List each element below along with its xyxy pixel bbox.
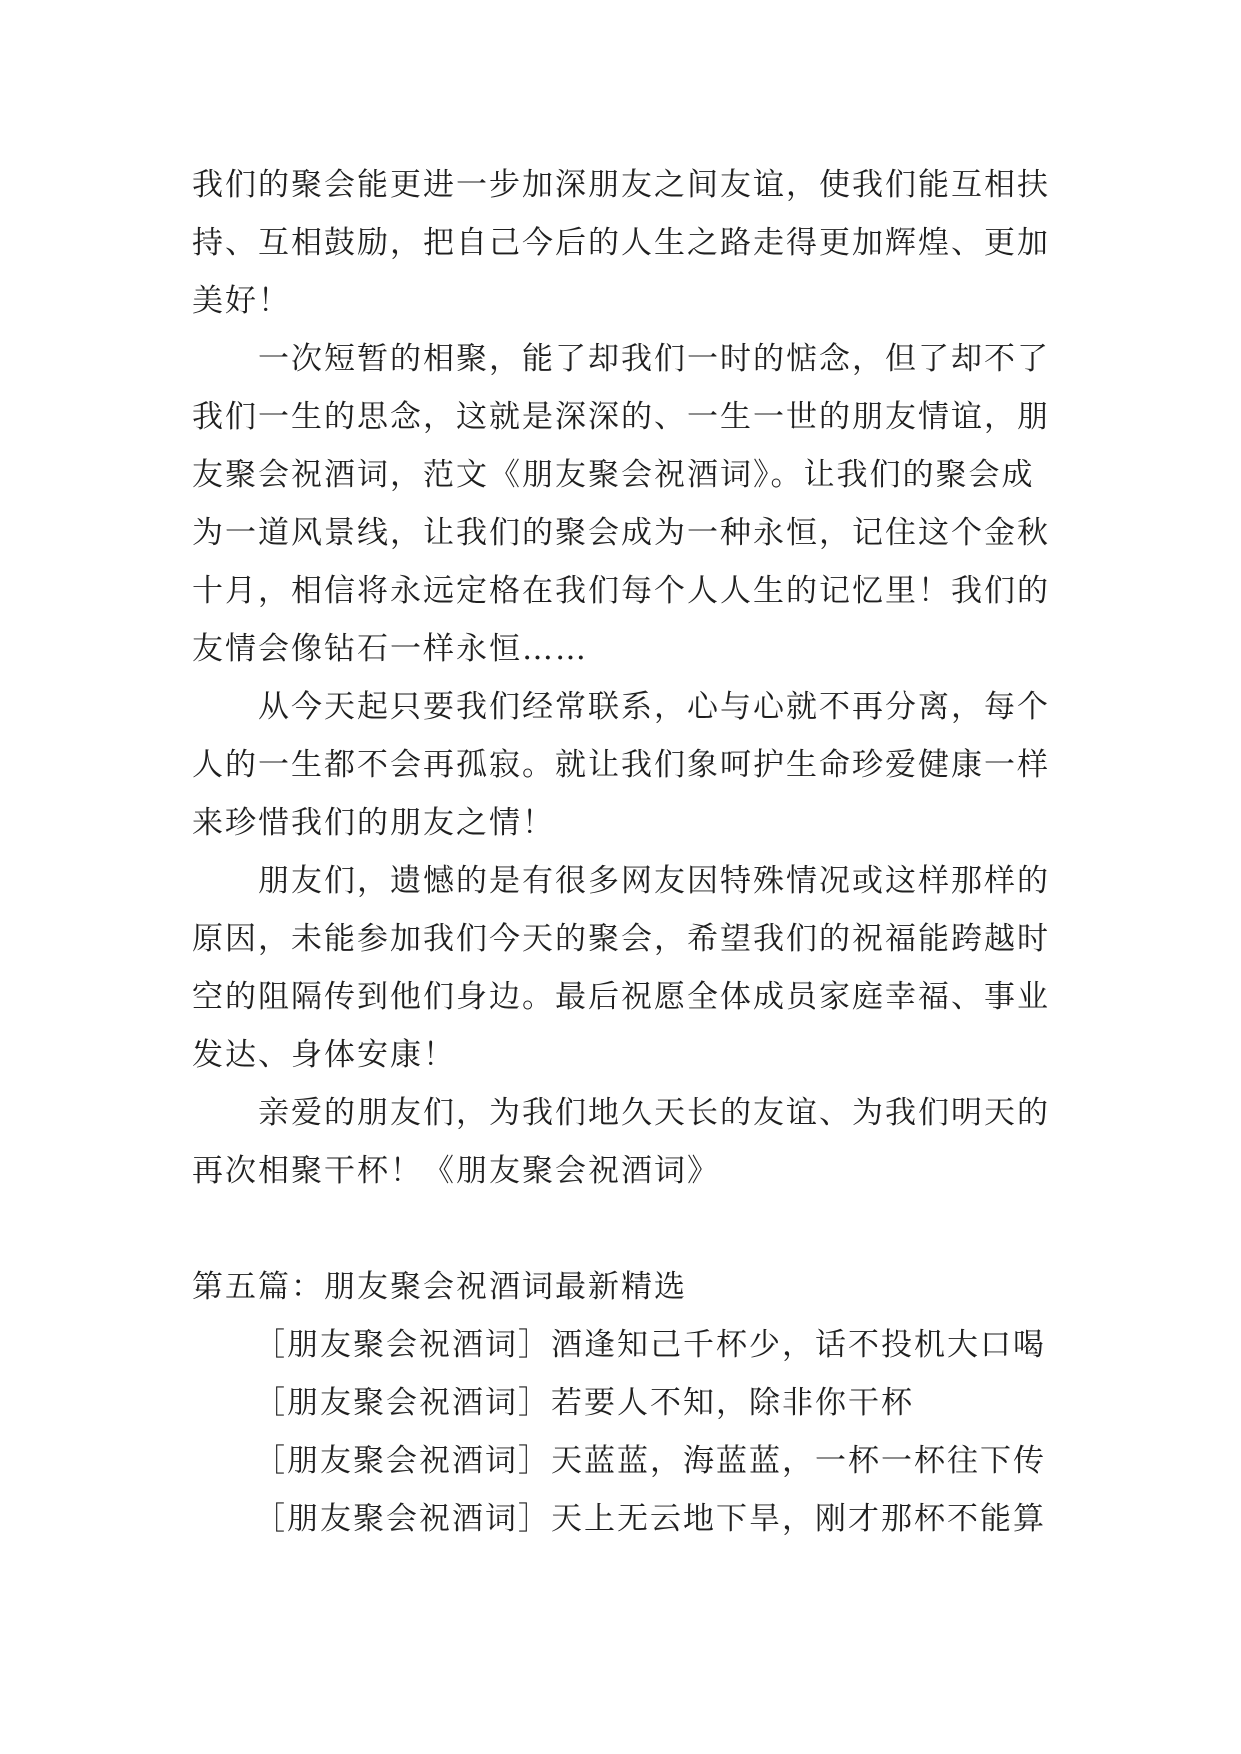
text-line: 美好！ [192,283,291,319]
text-line: 为一道风景线，让我们的聚会成为一种永恒，记住这个金秋 [192,515,1050,551]
text-line: 友聚会祝酒词，范文《朋友聚会祝酒词》。让我们的聚会成 [192,457,1035,493]
text-line: 一次短暂的相聚，能了却我们一时的惦念，但了却不了 [258,341,1050,377]
text-line: 从今天起只要我们经常联系，心与心就不再分离，每个 [258,689,1050,725]
text-line: 友情会像钻石一样永恒…… [192,631,588,667]
text-line: 亲爱的朋友们，为我们地久天长的友谊、为我们明天的 [258,1095,1050,1131]
text-line: 再次相聚干杯！《朋友聚会祝酒词》 [192,1153,720,1189]
body-paragraph [192,678,1052,852]
text-line: 来珍惜我们的朋友之情！ [192,805,555,841]
toast-item: ［朋友聚会祝酒词］酒逢知己千杯少，话不投机大口喝 [254,1327,1046,1363]
text-line: 我们一生的思念，这就是深深的、一生一世的朋友情谊，朋 [192,399,1050,435]
blank-line [192,1200,1052,1258]
text-line: 我们的聚会能更进一步加深朋友之间友谊，使我们能互相扶 [192,167,1050,203]
document-body [192,156,1052,1548]
body-paragraph [192,156,1052,330]
text-line: 原因，未能参加我们今天的聚会，希望我们的祝福能跨越时 [192,921,1050,957]
text-line: 空的阻隔传到他们身边。最后祝愿全体成员家庭幸福、事业 [192,979,1050,1015]
body-paragraph [192,330,1052,678]
toast-list [192,1316,1052,1548]
toast-item: ［朋友聚会祝酒词］若要人不知，除非你干杯 [254,1385,914,1421]
text-line: 持、互相鼓励，把自己今后的人生之路走得更加辉煌、更加 [192,225,1050,261]
body-paragraph [192,852,1052,1084]
text-line: 人的一生都不会再孤寂。就让我们象呵护生命珍爱健康一样 [192,747,1050,783]
toast-item: ［朋友聚会祝酒词］天上无云地下旱，刚才那杯不能算 [254,1501,1046,1537]
text-line: 十月，相信将永远定格在我们每个人人生的记忆里！我们的 [192,573,1050,609]
section-heading: 第五篇：朋友聚会祝酒词最新精选 [192,1269,687,1305]
text-line: 朋友们，遗憾的是有很多网友因特殊情况或这样那样的 [258,863,1050,899]
body-paragraph [192,1084,1052,1200]
text-line: 发达、身体安康！ [192,1037,456,1073]
toast-item: ［朋友聚会祝酒词］天蓝蓝，海蓝蓝，一杯一杯往下传 [254,1443,1046,1479]
